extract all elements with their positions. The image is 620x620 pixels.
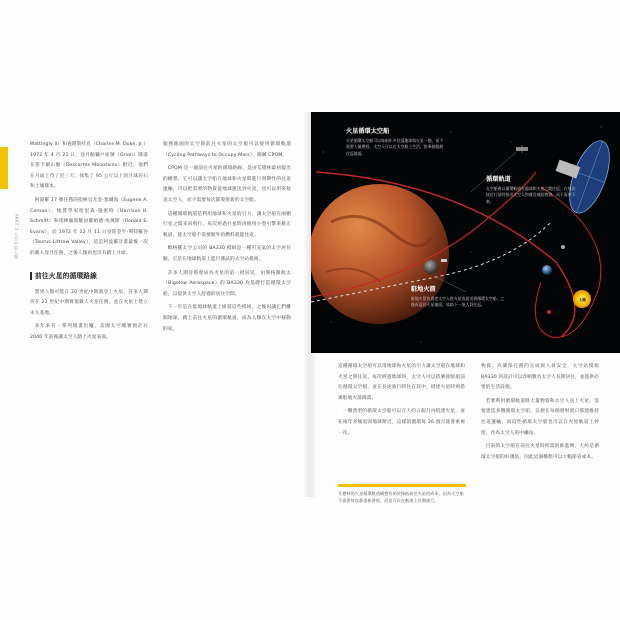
paragraph: Mattingly II）和查理斯杜克（Charles M. Duke, Jr.）1972 年 4 月 21 日，登月艙獵戶座號（Orion）降落在笛卡爾山脈（Descartes Mountains）附近，他們在月面上待了近三天，採集了 95 公斤以上的月球岩石和土壤樣本。 (30, 142, 149, 190)
figure-note-cycler: 火星循環太空船可以每兩年多往返地球與火星一趟，而不需要大量燃料。太空人可以在太空船上生活，搭乘接駁船往返地面。 (346, 138, 444, 156)
paragraph: 一艘典型的循環太空船可以在大約五個月內抵達火星，並在兩年多後返回地球附近，這樣的循環每 26 個月就會重複一次。 (338, 409, 465, 436)
figure-title-taxi: 駐地火箭 (411, 286, 436, 293)
paragraph: 目前的太空船在前往火星時所需的推進劑，大約是循環太空船的好幾倍，因此這個構想可以大幅節省成本。 (481, 444, 599, 460)
chapter-tab-marker (0, 147, 8, 189)
paragraph: 服務地面的太空與前往火星的太空船可以使用循環軌道（Cycling Pathways to Occupy Mars），簡稱 CPOM。 (163, 142, 291, 158)
sun-label: 太陽 (579, 298, 586, 302)
figure-title-orbit: 循環軌道 (486, 176, 511, 183)
figure-note-taxi: 駐地火箭負責把太空人從火星表面送到循環太空船，之後再返回火星地面，協助下一批人員往返。 (411, 296, 505, 308)
figure-title-cycler: 火星循環太空船 (346, 128, 390, 135)
paragraph: 這種循環太空船可以用地球和火星的引力讓太空船在地球和火星之間往返，每次經過地球時，太空人可以搭乘接駁船前往循環太空船，並在長途旅行時住在其中，抵達火星時則搭乘駐地火箭降落。 (338, 364, 465, 401)
paragraph: 物資。為確保任務的完成與人員安全，太空站模組 BA330 的設計可以容納數名太空人長期居住，並提供必要的生活設施。 (481, 364, 599, 391)
paragraph: 許多人期待將會成為火星的第一批居民，由畢格羅航太（Bigelow Aerospace）的 BA330 為基礎打造循環太空船，以提供太空人舒適的居住空間。 (163, 270, 291, 297)
left-column-1 (30, 140, 148, 347)
paragraph: 下一步是在低地球軌道上組裝這些模組，之後再讓它們離開地球，踏上前往火星的循環軌道，成為人類在太空中移動的家。 (163, 305, 291, 332)
paragraph: 多年來有一系列規畫出爐，美國太空總署預計在 2040 年前後讓太空人踏上火星表面。 (30, 324, 148, 340)
paragraph: 毗格羅太空公司的 BA330 模組是一種可充氣的太空居住艙，它是在地球軌道上進行測試的太空站模組。 (163, 246, 291, 262)
right-column-2 (481, 362, 599, 466)
section-heading-block (30, 272, 148, 280)
earth-planet (542, 265, 552, 275)
mars-cycler-illustration (311, 112, 620, 353)
phobos-moon (424, 260, 438, 274)
paragraph: 阿波羅 17 號任務的指揮官尤金·塞爾南（Eugene A. Cernan）、地質學家哈里森·施密特（Harrison H. Schmitt）和指揮艙駕駛員羅納德·埃萬斯（Ronald E. Evans），於 1972 年 12 月 11 日登陸金牛-利特羅谷（Taurus-Littrow Valley），這是阿波羅計畫最後一次的載人登月任務，之後人類再也沒有踏上月球。 (30, 197, 148, 256)
paragraph: 想到人類可能在 20 世紀中期就登上火星，許多人期待在 21 世紀中期實現載人火星任務，並在火星上建立永久基地。 (30, 289, 148, 316)
figure-note-orbit: 太空船會以循環軌道在地球和火星之間往返，在每次接近行星時接送太空人和運送補給物資，而不需停下來。 (486, 186, 576, 204)
figure-caption: 艾德林的火星循環軌道構想有助於降低前往火星的成本，因為太空船不需要每次都重新發射，而是可以在軌道上長期運行。 (338, 484, 466, 504)
paragraph: 若要利用循環軌道將大量物資和太空人送上火星，需要建造多艘循環太空船，以便在每個發射窗口都能維持往返運輸，而這些循環太空船也可以在火星軌道上停留，作為太空人的中繼站。 (481, 398, 599, 436)
paragraph: 這種循環軌道是利用地球和火星的引力，讓太空船在兩顆行星之間來回飛行，每次經過行星時再使用小型引擎來修正軌道，使太空船不需要額外的燃料就能往返。 (163, 211, 291, 238)
paragraph: CPOM 是一個前往火星的循環路線，是由艾德林最初提出的構想。它可以讓太空船在地球和火星間進行周期性的往返運輸，可以把需要的物資從地球運送到火星，也可以用來接送太空人，而不需要每次都發射新的太空船。 (163, 166, 291, 203)
side-running-label: PART 3 太空中的人類 (14, 214, 19, 260)
left-column-2 (163, 140, 291, 338)
section-heading: 前往火星的循環路線 (35, 271, 98, 280)
right-column-1 (338, 362, 465, 442)
